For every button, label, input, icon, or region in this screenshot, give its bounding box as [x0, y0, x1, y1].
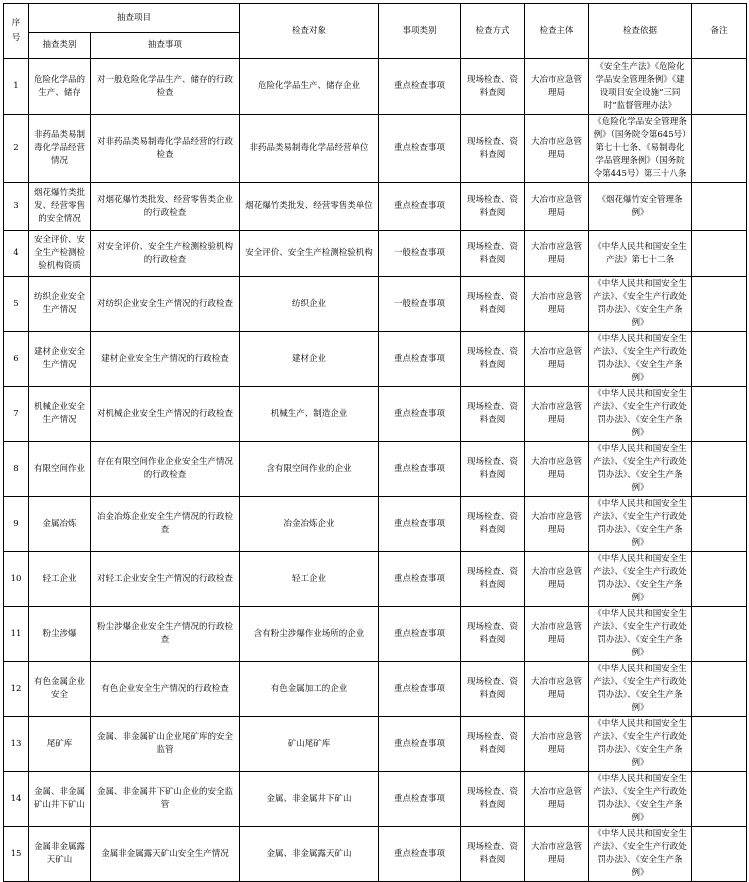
cell-item: 存在有限空间作业企业安全生产情况的行政检查 — [91, 442, 240, 497]
cell-type: 重点检查事项 — [379, 552, 461, 607]
table-body — [4, 59, 747, 882]
cell-type: 重点检查事项 — [379, 115, 461, 183]
cell-remark — [692, 772, 747, 827]
cell-method: 现场检查、资料查阅 — [461, 115, 525, 183]
table-row — [4, 231, 747, 277]
cell-basis: 《危险化学品安全管理条例》（国务院令第645号）第七十七条、《易制毒化学品管理条例》（国务院令第445号）第三十八条 — [589, 115, 692, 183]
cell-subject: 大冶市应急管理局 — [525, 183, 589, 231]
cell-type: 重点检查事项 — [379, 717, 461, 772]
cell-category: 纺织企业安全生产情况 — [29, 277, 91, 332]
cell-basis: 《中华人民共和国安全生产法》、《安全生产行政处罚办法》、《安全生产条例》 — [589, 277, 692, 332]
cell-category: 危险化学品的生产、储存 — [29, 59, 91, 115]
cell-type: 重点检查事项 — [379, 59, 461, 115]
cell-type: 重点检查事项 — [379, 497, 461, 552]
cell-basis: 《中华人民共和国安全生产法》、《安全生产行政处罚办法》、《安全生产条例》 — [589, 662, 692, 717]
table-row — [4, 332, 747, 387]
cell-item: 对烟花爆竹类批发、经营零售类企业的行政检查 — [91, 183, 240, 231]
cell-no: 14 — [4, 772, 29, 827]
cell-no: 7 — [4, 387, 29, 442]
cell-target: 矿山尾矿库 — [240, 717, 379, 772]
cell-remark — [692, 115, 747, 183]
header-subject: 检查主体 — [525, 4, 589, 59]
cell-item: 金属、非金属井下矿山企业的安全监管 — [91, 772, 240, 827]
cell-subject: 大冶市应急管理局 — [525, 387, 589, 442]
cell-item: 粉尘涉爆企业安全生产情况的行政检查 — [91, 607, 240, 662]
cell-no: 11 — [4, 607, 29, 662]
cell-subject: 大冶市应急管理局 — [525, 552, 589, 607]
cell-no: 15 — [4, 827, 29, 882]
cell-remark — [692, 332, 747, 387]
cell-method: 现场检查、资料查阅 — [461, 442, 525, 497]
cell-basis: 《中华人民共和国安全生产法》、《安全生产行政处罚办法》、《安全生产条例》 — [589, 717, 692, 772]
cell-target: 冶金冶炼企业 — [240, 497, 379, 552]
cell-type: 重点检查事项 — [379, 662, 461, 717]
cell-remark — [692, 662, 747, 717]
cell-item: 对非药品类易制毒化学品经营的行政检查 — [91, 115, 240, 183]
cell-subject: 大冶市应急管理局 — [525, 607, 589, 662]
cell-target: 有色金属加工的企业 — [240, 662, 379, 717]
cell-type: 一般检查事项 — [379, 231, 461, 277]
cell-type: 重点检查事项 — [379, 772, 461, 827]
cell-method: 现场检查、资料查阅 — [461, 59, 525, 115]
cell-remark — [692, 59, 747, 115]
cell-target: 危险化学品生产、储存企业 — [240, 59, 379, 115]
cell-item: 对一般危险化学品生产、储存的行政检查 — [91, 59, 240, 115]
table-row — [4, 827, 747, 882]
inspection-table-container — [3, 3, 747, 882]
cell-type: 重点检查事项 — [379, 332, 461, 387]
cell-no: 2 — [4, 115, 29, 183]
cell-item: 对轻工企业安全生产情况的行政检查 — [91, 552, 240, 607]
cell-category: 金属非金属露天矿山 — [29, 827, 91, 882]
cell-target: 安全评价、安全生产检测检验机构 — [240, 231, 379, 277]
cell-subject: 大冶市应急管理局 — [525, 59, 589, 115]
header-category: 抽查类别 — [29, 33, 91, 59]
cell-target: 含有限空间作业的企业 — [240, 442, 379, 497]
table-row — [4, 387, 747, 442]
table-row — [4, 115, 747, 183]
table-row — [4, 277, 747, 332]
cell-subject: 大冶市应急管理局 — [525, 497, 589, 552]
cell-method: 现场检查、资料查阅 — [461, 183, 525, 231]
cell-remark — [692, 552, 747, 607]
table-row — [4, 59, 747, 115]
cell-target: 轻工企业 — [240, 552, 379, 607]
header-basis: 检查依据 — [589, 4, 692, 59]
cell-method: 现场检查、资料查阅 — [461, 497, 525, 552]
cell-no: 13 — [4, 717, 29, 772]
cell-method: 现场检查、资料查阅 — [461, 277, 525, 332]
cell-subject: 大冶市应急管理局 — [525, 231, 589, 277]
cell-item: 对纺织企业安全生产情况的行政检查 — [91, 277, 240, 332]
header-seq-char1: 序 — [11, 18, 21, 28]
table-row — [4, 772, 747, 827]
cell-category: 粉尘涉爆 — [29, 607, 91, 662]
cell-item: 金属、非金属矿山企业尾矿库的安全监管 — [91, 717, 240, 772]
cell-target: 纺织企业 — [240, 277, 379, 332]
cell-method: 现场检查、资料查阅 — [461, 607, 525, 662]
cell-no: 4 — [4, 231, 29, 277]
cell-no: 1 — [4, 59, 29, 115]
header-seq — [4, 4, 29, 59]
cell-method: 现场检查、资料查阅 — [461, 827, 525, 882]
cell-category: 金属、非金属矿山井下矿山 — [29, 772, 91, 827]
cell-subject: 大冶市应急管理局 — [525, 772, 589, 827]
cell-remark — [692, 717, 747, 772]
table-row — [4, 717, 747, 772]
cell-basis: 《中华人民共和国安全生产法》、《安全生产行政处罚办法》、《安全生产条例》 — [589, 607, 692, 662]
cell-no: 9 — [4, 497, 29, 552]
cell-item: 建材企业安全生产情况的行政检查 — [91, 332, 240, 387]
cell-basis: 《中华人民共和国安全生产法》第七十二条 — [589, 231, 692, 277]
table-row — [4, 183, 747, 231]
cell-remark — [692, 497, 747, 552]
cell-item: 对安全评价、安全生产检测检验机构的行政检查 — [91, 231, 240, 277]
cell-type: 重点检查事项 — [379, 387, 461, 442]
cell-remark — [692, 442, 747, 497]
cell-type: 重点检查事项 — [379, 442, 461, 497]
cell-remark — [692, 827, 747, 882]
cell-category: 尾矿库 — [29, 717, 91, 772]
cell-remark — [692, 277, 747, 332]
cell-subject: 大冶市应急管理局 — [525, 115, 589, 183]
cell-remark — [692, 183, 747, 231]
cell-item: 有色企业安全生产情况的行政检查 — [91, 662, 240, 717]
header-project-group: 抽查项目 — [29, 4, 240, 33]
table-row — [4, 607, 747, 662]
cell-no: 10 — [4, 552, 29, 607]
cell-method: 现场检查、资料查阅 — [461, 772, 525, 827]
cell-type: 一般检查事项 — [379, 277, 461, 332]
cell-method: 现场检查、资料查阅 — [461, 552, 525, 607]
cell-no: 8 — [4, 442, 29, 497]
cell-basis: 《烟花爆竹安全管理条例》 — [589, 183, 692, 231]
cell-subject: 大冶市应急管理局 — [525, 277, 589, 332]
cell-subject: 大冶市应急管理局 — [525, 662, 589, 717]
cell-basis: 《中华人民共和国安全生产法》、《安全生产行政处罚办法》、《安全生产条例》 — [589, 772, 692, 827]
header-type: 事项类别 — [379, 4, 461, 59]
cell-target: 金属、非金属露天矿山 — [240, 827, 379, 882]
cell-method: 现场检查、资料查阅 — [461, 332, 525, 387]
cell-subject: 大冶市应急管理局 — [525, 332, 589, 387]
cell-category: 金属冶炼 — [29, 497, 91, 552]
cell-category: 安全评价、安全生产检测检验机构资质 — [29, 231, 91, 277]
table-row — [4, 497, 747, 552]
cell-target: 含有粉尘涉爆作业场所的企业 — [240, 607, 379, 662]
cell-basis: 《中华人民共和国安全生产法》、《安全生产行政处罚办法》、《安全生产条例》 — [589, 387, 692, 442]
cell-basis: 《安全生产法》《危险化学品安全管理条例》《建设项目安全设施“三同时”监督管理办法》 — [589, 59, 692, 115]
cell-item: 对机械企业安全生产情况的行政检查 — [91, 387, 240, 442]
cell-method: 现场检查、资料查阅 — [461, 717, 525, 772]
cell-remark — [692, 231, 747, 277]
cell-no: 3 — [4, 183, 29, 231]
cell-type: 重点检查事项 — [379, 607, 461, 662]
cell-basis: 《中华人民共和国安全生产法》、《安全生产行政处罚办法》、《安全生产条例》 — [589, 552, 692, 607]
header-item: 抽查事项 — [91, 33, 240, 59]
cell-category: 轻工企业 — [29, 552, 91, 607]
cell-category: 有色金属企业安全 — [29, 662, 91, 717]
cell-item: 金属非金属露天矿山安全生产情况 — [91, 827, 240, 882]
header-target: 检查对象 — [240, 4, 379, 59]
cell-target: 非药品类易制毒化学品经营单位 — [240, 115, 379, 183]
cell-type: 重点检查事项 — [379, 183, 461, 231]
inspection-table — [3, 3, 747, 882]
cell-no: 12 — [4, 662, 29, 717]
cell-category: 有限空间作业 — [29, 442, 91, 497]
cell-basis: 《中华人民共和国安全生产法》、《安全生产行政处罚办法》、《安全生产条例》 — [589, 497, 692, 552]
cell-target: 机械生产、制造企业 — [240, 387, 379, 442]
table-row — [4, 552, 747, 607]
cell-subject: 大冶市应急管理局 — [525, 827, 589, 882]
table-row — [4, 442, 747, 497]
header-method: 检查方式 — [461, 4, 525, 59]
cell-category: 建材企业安全生产情况 — [29, 332, 91, 387]
header-seq-char2: 号 — [11, 33, 21, 43]
header-remark: 备注 — [692, 4, 747, 59]
cell-subject: 大冶市应急管理局 — [525, 442, 589, 497]
cell-target: 建材企业 — [240, 332, 379, 387]
cell-category: 机械企业安全生产情况 — [29, 387, 91, 442]
cell-basis: 《中华人民共和国安全生产法》、《安全生产行政处罚办法》、《安全生产条例》 — [589, 332, 692, 387]
cell-category: 非药品类易制毒化学品经营情况 — [29, 115, 91, 183]
table-header — [4, 4, 747, 59]
cell-basis: 《中华人民共和国安全生产法》、《安全生产行政处罚办法》、《安全生产条例》 — [589, 442, 692, 497]
cell-method: 现场检查、资料查阅 — [461, 231, 525, 277]
cell-method: 现场检查、资料查阅 — [461, 662, 525, 717]
cell-no: 6 — [4, 332, 29, 387]
cell-subject: 大冶市应急管理局 — [525, 717, 589, 772]
cell-no: 5 — [4, 277, 29, 332]
table-row — [4, 662, 747, 717]
cell-target: 烟花爆竹类批发、经营零售类单位 — [240, 183, 379, 231]
cell-method: 现场检查、资料查阅 — [461, 387, 525, 442]
cell-type: 重点检查事项 — [379, 827, 461, 882]
cell-remark — [692, 607, 747, 662]
cell-remark — [692, 387, 747, 442]
cell-category: 烟花爆竹类批发、经营零售的安全情况 — [29, 183, 91, 231]
cell-target: 金属、非金属井下矿山 — [240, 772, 379, 827]
cell-item: 冶金冶炼企业安全生产情况的行政检查 — [91, 497, 240, 552]
cell-basis: 《中华人民共和国安全生产法》、《安全生产行政处罚办法》、《安全生产条例》 — [589, 827, 692, 882]
